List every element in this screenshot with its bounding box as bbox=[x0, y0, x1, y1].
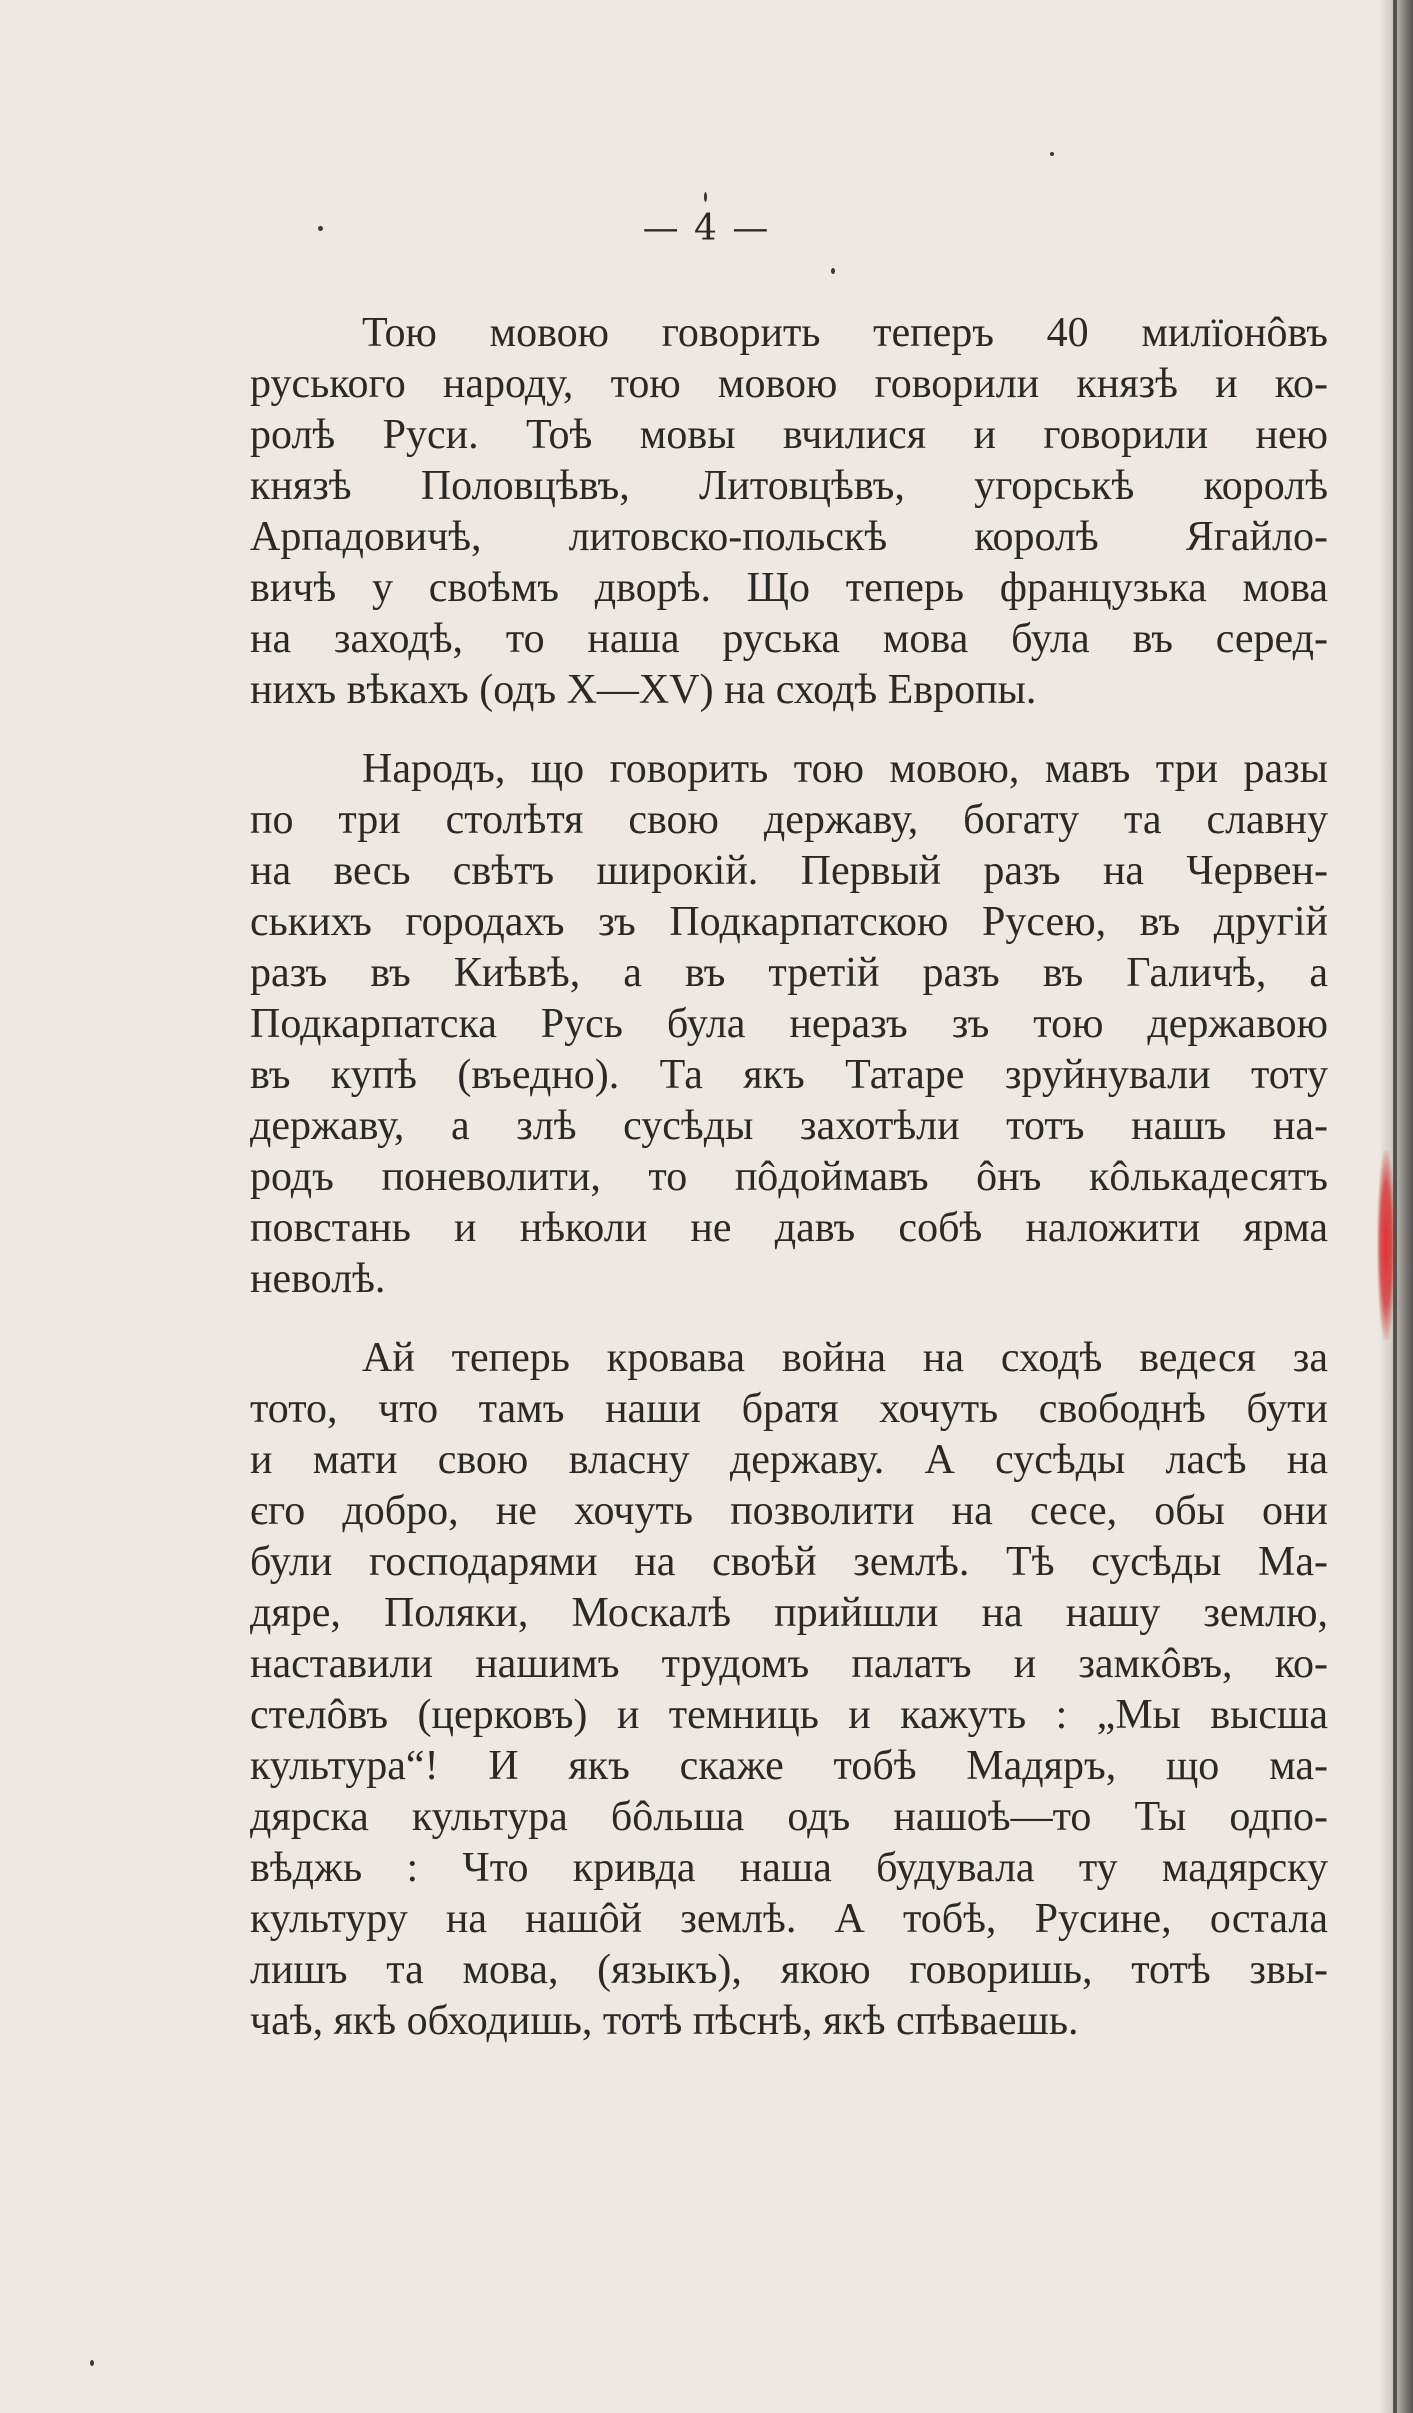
paragraph-2 bbox=[250, 744, 1328, 1305]
text-line: Ай теперь кровава война на сходѣ ведеся за bbox=[362, 1335, 1328, 1381]
body-text bbox=[250, 308, 1328, 2075]
text-line: державу, а злѣ сусѣды захотѣли тотъ нашъ на- bbox=[250, 1103, 1328, 1149]
text-line: родъ поневолити, то пôдоймавъ ôнъ кôлькадесятъ bbox=[250, 1154, 1328, 1200]
text-line: въ купѣ (въедно). Та якъ Татаре зруйнували тоту bbox=[250, 1052, 1328, 1098]
text-line: Арпадовичѣ, литовско-польскѣ королѣ Ягайло- bbox=[250, 514, 1328, 560]
text-line: культуру на нашôй землѣ. А тобѣ, Русине, остала bbox=[250, 1896, 1328, 1942]
text-line: дярска культура бôльша одъ нашоѣ—то Ты одпо- bbox=[250, 1794, 1328, 1840]
print-speck bbox=[90, 2360, 94, 2366]
text-line: князѣ Половцѣвъ, Литовцѣвъ, угорськѣ королѣ bbox=[250, 463, 1328, 509]
text-line: Подкарпатска Русь була неразъ зъ тою державою bbox=[250, 1001, 1328, 1047]
text-line: чаѣ, якѣ обходишь, тотѣ пѣснѣ, якѣ спѣваешь. bbox=[250, 1998, 1079, 2044]
text-line: повстань и нѣколи не давъ собѣ наложити ярма bbox=[250, 1205, 1328, 1251]
text-line: на весь свѣтъ широкій. Первый разъ на Червен- bbox=[250, 848, 1328, 894]
text-line: по три столѣтя свою державу, богату та славну bbox=[250, 797, 1328, 843]
text-line: Тою мовою говорить теперъ 40 милїонôвъ bbox=[362, 310, 1328, 356]
text-line: ськихъ городахъ зъ Подкарпатскою Русею, въ другій bbox=[250, 899, 1328, 945]
text-line: на заходѣ, то наша руська мова була въ серед- bbox=[250, 616, 1328, 662]
text-line: руського народу, тою мовою говорили князѣ и ко- bbox=[250, 361, 1328, 407]
print-speck bbox=[831, 268, 835, 274]
paragraph-1 bbox=[250, 308, 1328, 716]
print-speck bbox=[1050, 152, 1054, 156]
text-line: Народъ, що говорить тою мовою, мавъ три разы bbox=[362, 746, 1328, 792]
text-line: тото, что тамъ наши братя хочуть свободнѣ бути bbox=[250, 1386, 1328, 1432]
text-line: неволѣ. bbox=[250, 1256, 386, 1302]
text-line: нихъ вѣкахъ (одъ X—XV) на сходѣ Европы. bbox=[250, 667, 1037, 713]
text-line: вѣджь : Что кривда наша будувала ту мадярску bbox=[250, 1845, 1328, 1891]
paragraph-3 bbox=[250, 1333, 1328, 2047]
text-line: вичѣ у своѣмъ дворѣ. Що теперь французька мова bbox=[250, 565, 1328, 611]
text-line: культура“! И якъ скаже тобѣ Мадяръ, що ма- bbox=[250, 1743, 1328, 1789]
text-line: ролѣ Руси. Тоѣ мовы вчилися и говорили нею bbox=[250, 412, 1328, 458]
page-number: — 4 — bbox=[642, 208, 771, 249]
text-line: наставили нашимъ трудомъ палатъ и замкôвъ, ко- bbox=[250, 1641, 1328, 1687]
print-speck bbox=[704, 192, 707, 202]
red-stain-mark bbox=[1377, 1150, 1395, 1340]
text-line: єго добро, не хочуть позволити на сесе, обы они bbox=[250, 1488, 1328, 1534]
text-line: разъ въ Киѣвѣ, а въ третій разъ въ Галичѣ, а bbox=[250, 950, 1328, 996]
text-line: лишъ та мова, (языкъ), якою говоришь, тотѣ звы- bbox=[250, 1947, 1328, 1993]
text-line: були господарями на своѣй землѣ. Тѣ сусѣды Ма- bbox=[250, 1539, 1328, 1585]
text-line: стелôвъ (церковъ) и темниць и кажуть : „Мы высша bbox=[250, 1692, 1328, 1738]
text-line: дяре, Поляки, Москалѣ прийшли на нашу землю, bbox=[250, 1590, 1328, 1636]
text-line: и мати свою власну державу. А сусѣды ласѣ на bbox=[250, 1437, 1328, 1483]
